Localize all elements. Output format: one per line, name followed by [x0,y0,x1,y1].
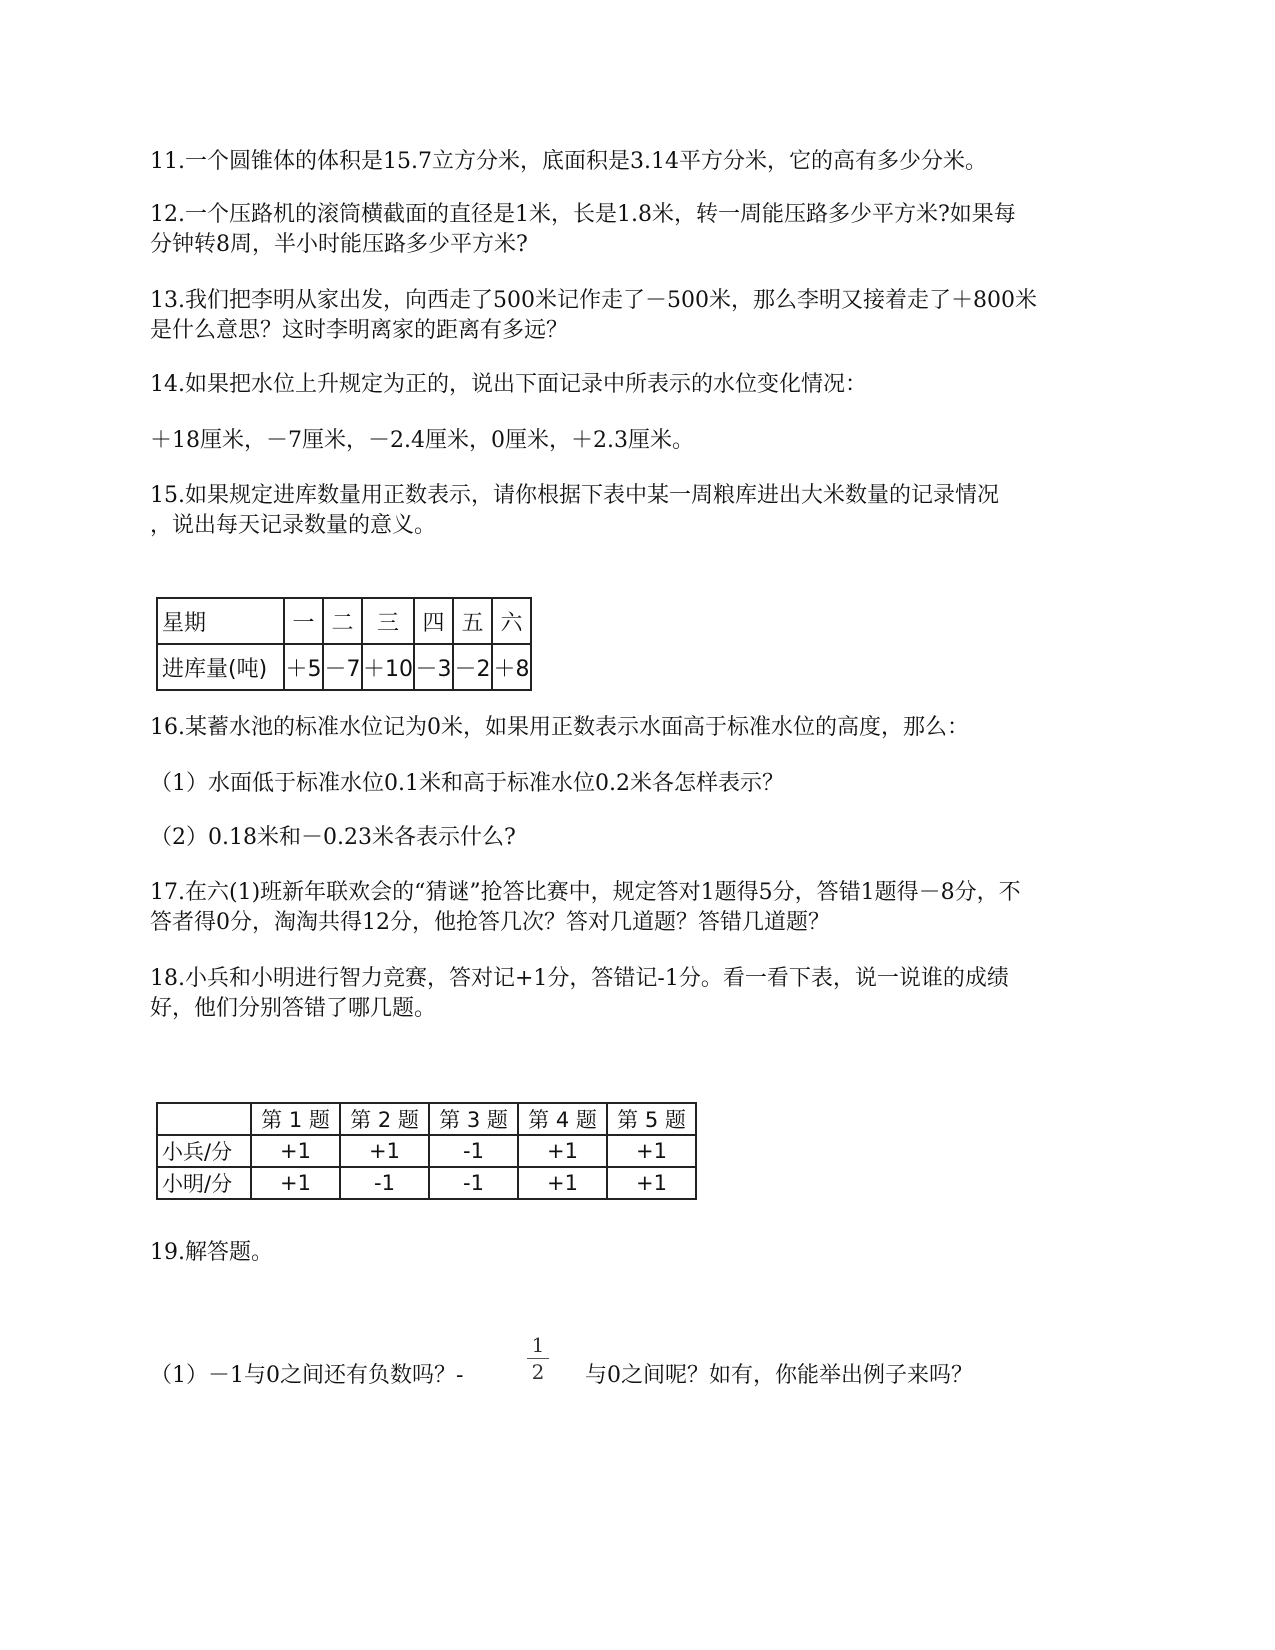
question-16-part-1: （1）水面低于标准水位0.1米和高于标准水位0.2米各怎样表示？ [150,771,784,796]
question-17-line-2: 答者得0分，淘淘共得12分，他抢答几次？答对几道题？答错几道题？ [150,910,830,935]
question-15-line-1: 15.如果规定进库数量用正数表示，请你根据下表中某一周粮库进出大米数量的记录情况 [150,483,999,508]
warehouse-table [156,597,532,691]
fraction-denominator: 2 [531,1360,545,1384]
table-cell: 进库量(吨) [157,644,284,690]
question-19-part-1-start: （1）－1与0之间还有负数吗？- [150,1363,464,1388]
table-cell: 四 [414,598,453,644]
table-cell: 二 [323,598,362,644]
fraction-one-half [523,1334,553,1383]
table-cell: 一 [284,598,323,644]
table-cell: －2 [453,644,492,690]
table-cell: 第 1 题 [251,1103,340,1135]
table-cell: +1 [251,1167,340,1199]
table-row [157,644,531,690]
question-18-line-2: 好，他们分别答错了哪几题。 [150,996,437,1021]
question-19: 19.解答题。 [150,1240,273,1265]
table-cell: +1 [518,1167,607,1199]
table-cell: 第 2 题 [340,1103,429,1135]
table-cell: ＋8 [492,644,531,690]
question-12-line-1: 12.一个压路机的滚筒横截面的直径是1米，长是1.8米，转一周能压路多少平方米?如果每 [150,202,1016,227]
question-12-line-2: 分钟转8周，半小时能压路多少平方米? [150,232,528,257]
table-row [157,598,531,644]
table-cell: -1 [429,1135,518,1167]
question-18-line-1: 18.小兵和小明进行智力竞赛，答对记+1分，答错记-1分。看一看下表，说一说谁的成绩 [150,966,1009,991]
fraction-bar [527,1358,549,1359]
fraction-numerator: 1 [531,1333,545,1357]
table-row [157,1103,696,1135]
question-11: 11.一个圆锥体的体积是15.7立方分米，底面积是3.14平方分米，它的高有多少分米。 [150,149,987,174]
table-cell: +1 [251,1135,340,1167]
table-cell: 星期 [157,598,284,644]
question-19-part-1-end: 与0之间呢？如有，你能举出例子来吗？ [585,1363,973,1388]
table-row [157,1135,696,1167]
quiz-score-table [156,1102,697,1200]
table-cell: +1 [518,1135,607,1167]
table-cell: 小兵/分 [157,1135,251,1167]
question-16: 16.某蓄水池的标准水位记为0米，如果用正数表示水面高于标准水位的高度，那么： [150,715,969,740]
question-14: 14.如果把水位上升规定为正的，说出下面记录中所表示的水位变化情况： [150,372,867,397]
table-cell: ＋5 [284,644,323,690]
table-row [157,1167,696,1199]
table-cell: －7 [323,644,362,690]
table-cell: 第 4 题 [518,1103,607,1135]
table-cell: 小明/分 [157,1167,251,1199]
question-16-part-2: （2）0.18米和－0.23米各表示什么? [150,825,516,850]
table-cell: 第 3 题 [429,1103,518,1135]
question-13-line-1: 13.我们把李明从家出发，向西走了500米记作走了－500米，那么李明又接着走了＋800米 [150,288,1037,313]
table-cell: -1 [340,1167,429,1199]
table-cell: +1 [340,1135,429,1167]
table-cell: +1 [607,1135,696,1167]
table-cell: 六 [492,598,531,644]
table-cell: 三 [362,598,414,644]
question-17-line-1: 17.在六(1)班新年联欢会的“猜谜”抢答比赛中，规定答对1题得5分，答错1题得－8分，不 [150,880,1021,905]
table-cell: 第 5 题 [607,1103,696,1135]
question-15-line-2: ，说出每天记录数量的意义。 [150,513,437,538]
table-cell: -1 [429,1167,518,1199]
table-cell: ＋10 [362,644,414,690]
table-cell: －3 [414,644,453,690]
table-cell: +1 [607,1167,696,1199]
question-13-line-2: 是什么意思？这时李明离家的距离有多远？ [150,318,569,343]
table-cell [157,1103,251,1135]
question-14-data: ＋18厘米，－7厘米，－2.4厘米，0厘米，＋2.3厘米。 [150,428,694,453]
table-cell: 五 [453,598,492,644]
